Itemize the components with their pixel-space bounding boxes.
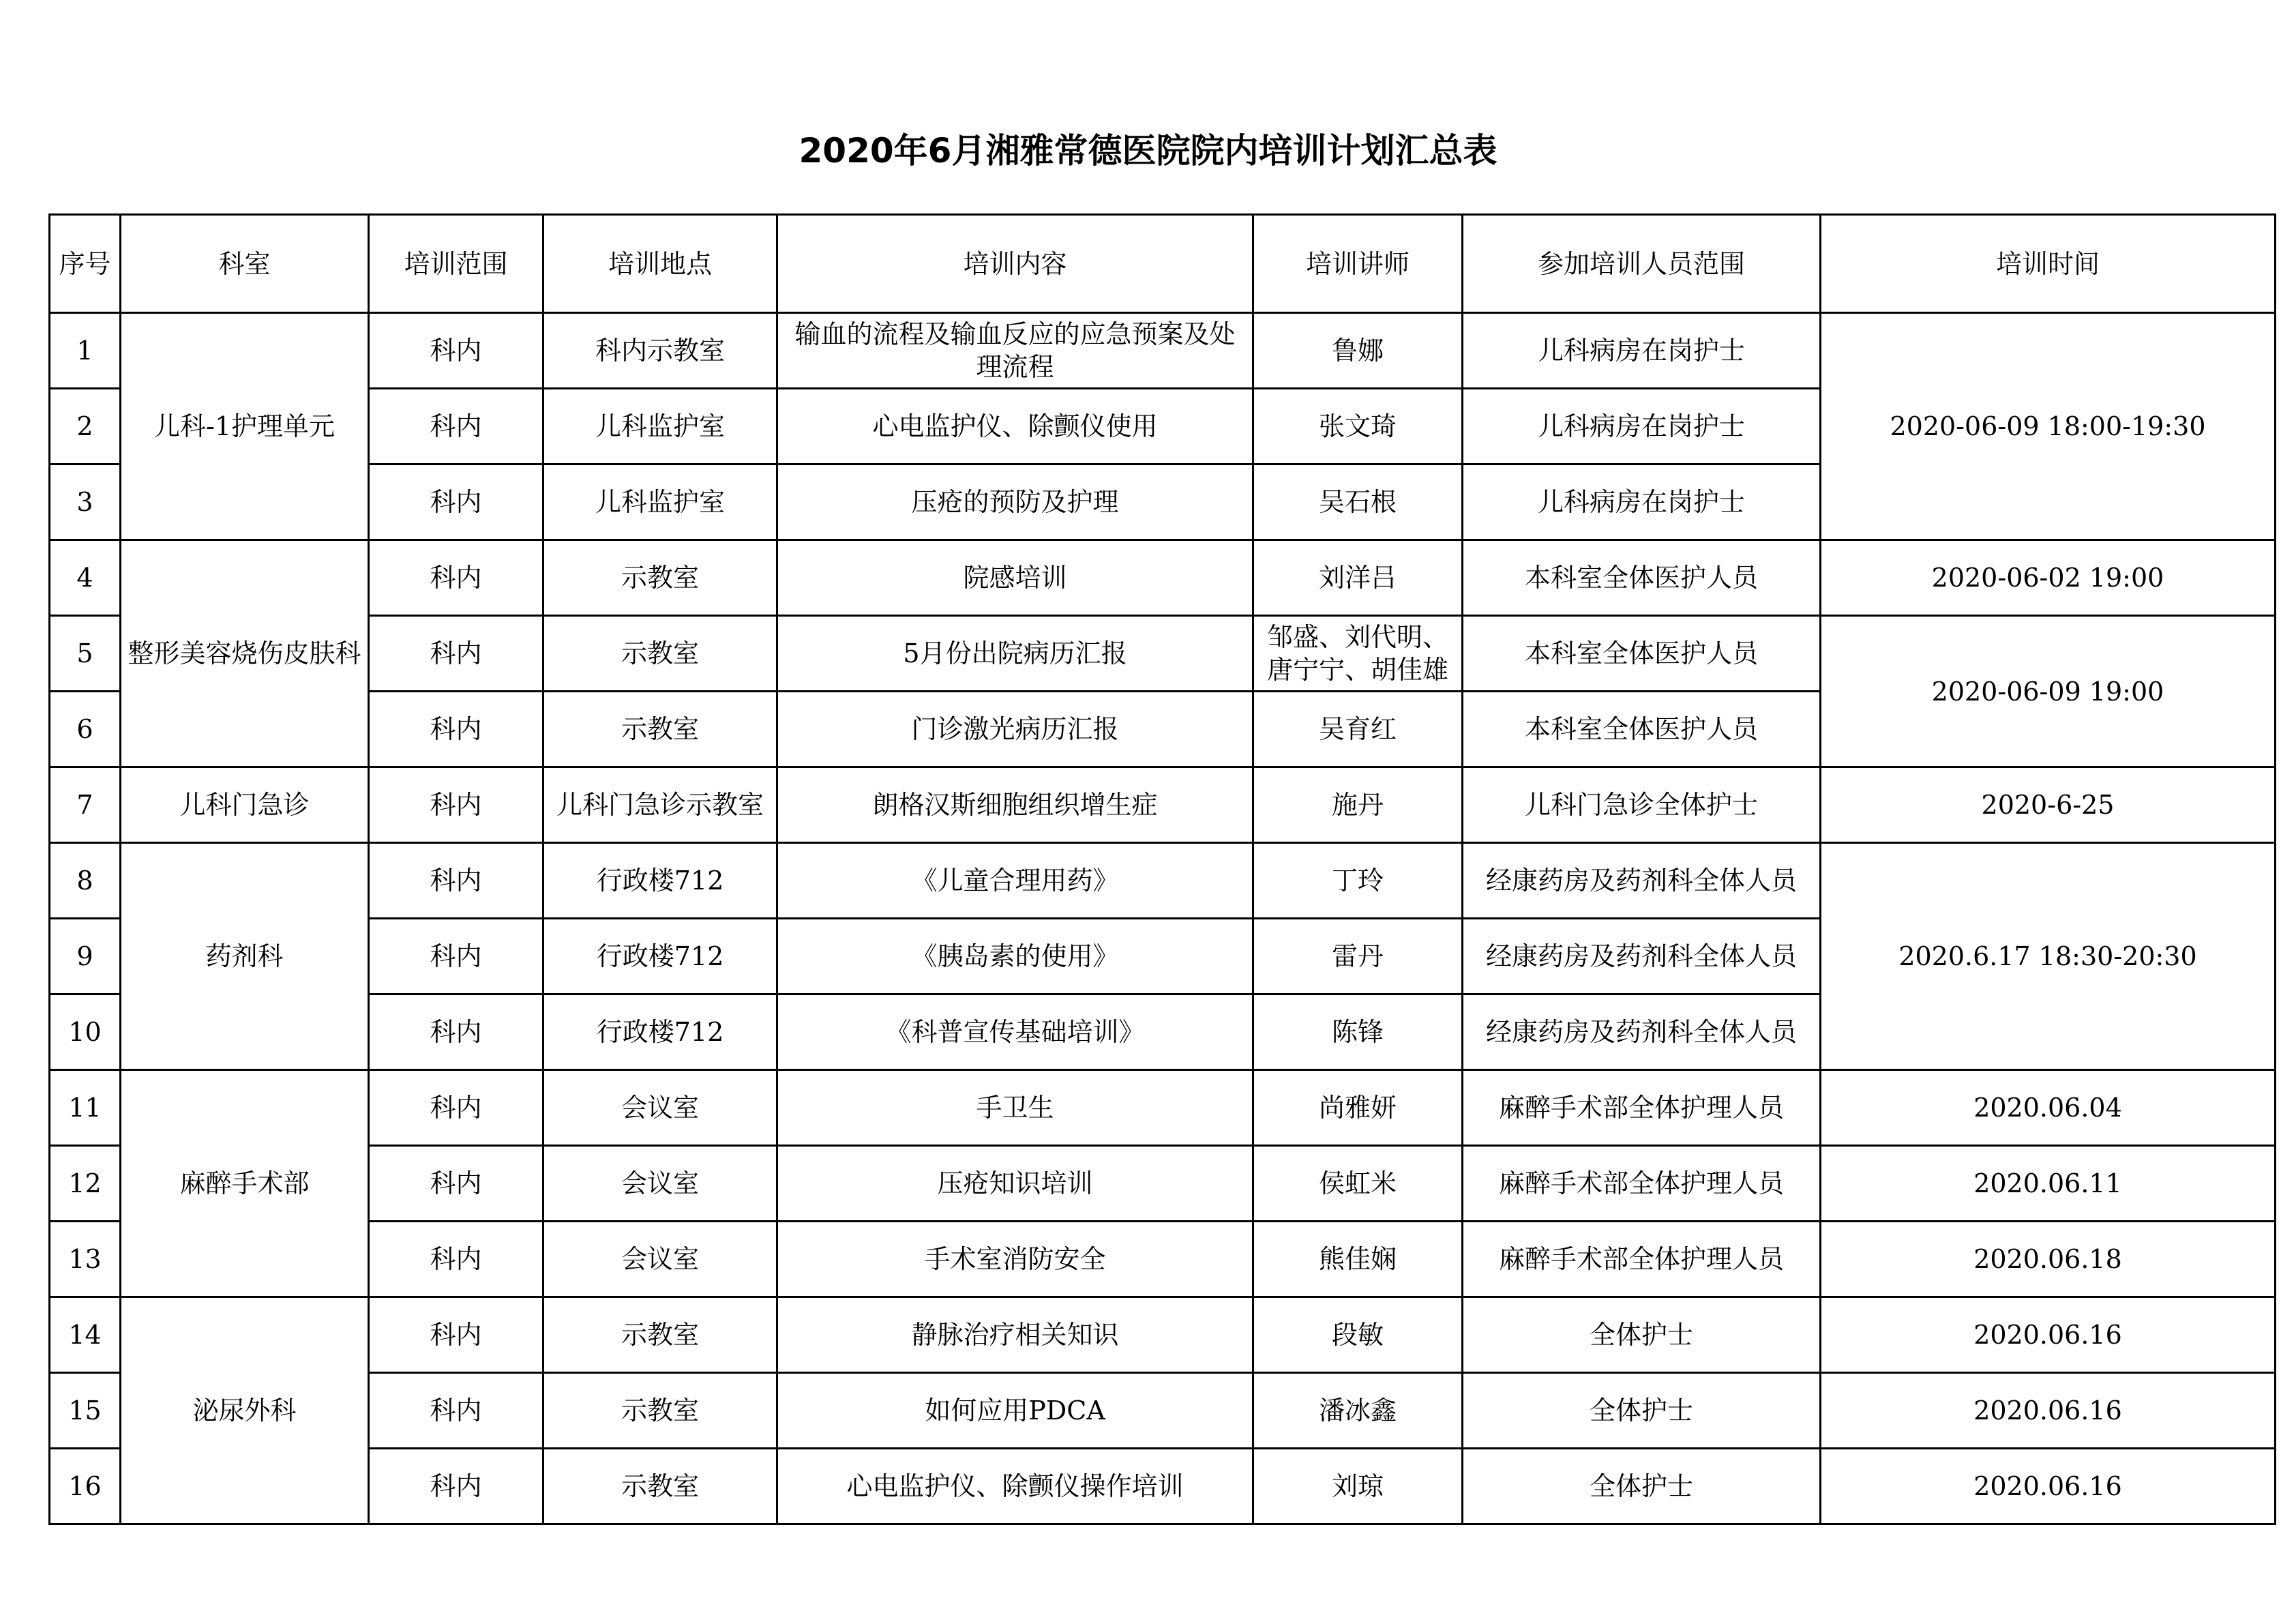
header-index: 序号: [50, 215, 121, 313]
cell-scope: 科内: [369, 389, 543, 464]
cell-participants: 麻醉手术部全体护理人员: [1463, 1222, 1821, 1297]
cell-index: 10: [50, 994, 121, 1070]
cell-department: 儿科-1护理单元: [121, 313, 369, 540]
cell-lecturer: 陈锋: [1253, 994, 1463, 1070]
cell-lecturer: 尚雅妍: [1253, 1070, 1463, 1146]
cell-scope: 科内: [369, 1070, 543, 1146]
cell-location: 行政楼712: [543, 994, 777, 1070]
table-row: [50, 1070, 2276, 1146]
cell-department: 整形美容烧伤皮肤科: [121, 540, 369, 767]
table-header-row: [50, 215, 2276, 313]
cell-index: 12: [50, 1146, 121, 1222]
cell-scope: 科内: [369, 919, 543, 994]
cell-participants: 麻醉手术部全体护理人员: [1463, 1070, 1821, 1146]
table-row: [50, 1146, 2276, 1222]
header-participants: 参加培训人员范围: [1463, 215, 1821, 313]
cell-department: 药剂科: [121, 843, 369, 1070]
cell-time: 2020-6-25: [1821, 767, 2276, 843]
cell-participants: 经康药房及药剂科全体人员: [1463, 919, 1821, 994]
header-location: 培训地点: [543, 215, 777, 313]
cell-index: 6: [50, 692, 121, 767]
cell-participants: 本科室全体医护人员: [1463, 540, 1821, 616]
cell-participants: 麻醉手术部全体护理人员: [1463, 1146, 1821, 1222]
cell-time: 2020-06-09 18:00-19:30: [1821, 313, 2276, 540]
cell-participants: 全体护士: [1463, 1449, 1821, 1524]
cell-time: 2020-06-09 19:00: [1821, 616, 2276, 767]
cell-location: 会议室: [543, 1146, 777, 1222]
cell-content: 院感培训: [777, 540, 1253, 616]
table-row: [50, 1222, 2276, 1297]
table-row: [50, 616, 2276, 692]
cell-lecturer: 雷丹: [1253, 919, 1463, 994]
cell-lecturer: 侯虹米: [1253, 1146, 1463, 1222]
cell-content: 《胰岛素的使用》: [777, 919, 1253, 994]
cell-scope: 科内: [369, 1373, 543, 1449]
table-row: [50, 843, 2276, 919]
cell-scope: 科内: [369, 692, 543, 767]
cell-index: 5: [50, 616, 121, 692]
cell-content: 门诊激光病历汇报: [777, 692, 1253, 767]
cell-index: 8: [50, 843, 121, 919]
table-row: [50, 1373, 2276, 1449]
cell-scope: 科内: [369, 767, 543, 843]
cell-scope: 科内: [369, 994, 543, 1070]
cell-location: 儿科监护室: [543, 389, 777, 464]
cell-location: 儿科监护室: [543, 464, 777, 540]
cell-content: 手卫生: [777, 1070, 1253, 1146]
cell-lecturer: 鲁娜: [1253, 313, 1463, 389]
cell-index: 3: [50, 464, 121, 540]
cell-content: 输血的流程及输血反应的应急预案及处理流程: [777, 313, 1253, 389]
cell-time: 2020.06.11: [1821, 1146, 2276, 1222]
page-title: 2020年6月湘雅常德医院院内培训计划汇总表: [799, 131, 1497, 171]
cell-time: 2020.06.16: [1821, 1297, 2276, 1373]
cell-scope: 科内: [369, 1449, 543, 1524]
cell-scope: 科内: [369, 540, 543, 616]
cell-content: 朗格汉斯细胞组织增生症: [777, 767, 1253, 843]
cell-participants: 经康药房及药剂科全体人员: [1463, 843, 1821, 919]
table-row: [50, 540, 2276, 616]
cell-time: 2020.06.04: [1821, 1070, 2276, 1146]
cell-participants: 儿科病房在岗护士: [1463, 313, 1821, 389]
cell-participants: 全体护士: [1463, 1373, 1821, 1449]
cell-content: 压疮知识培训: [777, 1146, 1253, 1222]
cell-content: 压疮的预防及护理: [777, 464, 1253, 540]
cell-lecturer: 丁玲: [1253, 843, 1463, 919]
cell-lecturer: 施丹: [1253, 767, 1463, 843]
cell-index: 15: [50, 1373, 121, 1449]
cell-lecturer: 段敏: [1253, 1297, 1463, 1373]
cell-index: 14: [50, 1297, 121, 1373]
cell-scope: 科内: [369, 1222, 543, 1297]
cell-participants: 儿科门急诊全体护士: [1463, 767, 1821, 843]
cell-scope: 科内: [369, 1297, 543, 1373]
header-time: 培训时间: [1821, 215, 2276, 313]
cell-index: 16: [50, 1449, 121, 1524]
cell-index: 7: [50, 767, 121, 843]
cell-index: 1: [50, 313, 121, 389]
cell-scope: 科内: [369, 843, 543, 919]
cell-content: 心电监护仪、除颤仪操作培训: [777, 1449, 1253, 1524]
cell-index: 13: [50, 1222, 121, 1297]
cell-lecturer: 潘冰鑫: [1253, 1373, 1463, 1449]
cell-location: 示教室: [543, 692, 777, 767]
cell-content: 5月份出院病历汇报: [777, 616, 1253, 692]
cell-scope: 科内: [369, 313, 543, 389]
cell-index: 4: [50, 540, 121, 616]
cell-lecturer: 张文琦: [1253, 389, 1463, 464]
cell-location: 示教室: [543, 1449, 777, 1524]
header-scope: 培训范围: [369, 215, 543, 313]
header-content: 培训内容: [777, 215, 1253, 313]
table-row: [50, 1297, 2276, 1373]
cell-location: 会议室: [543, 1070, 777, 1146]
cell-location: 示教室: [543, 1373, 777, 1449]
training-plan-table: [48, 213, 2276, 1525]
cell-location: 科内示教室: [543, 313, 777, 389]
cell-index: 11: [50, 1070, 121, 1146]
cell-lecturer: 熊佳娴: [1253, 1222, 1463, 1297]
cell-participants: 经康药房及药剂科全体人员: [1463, 994, 1821, 1070]
cell-location: 行政楼712: [543, 843, 777, 919]
table-row: [50, 1449, 2276, 1524]
cell-location: 会议室: [543, 1222, 777, 1297]
cell-department: 泌尿外科: [121, 1297, 369, 1524]
cell-content: 心电监护仪、除颤仪使用: [777, 389, 1253, 464]
cell-time: 2020.6.17 18:30-20:30: [1821, 843, 2276, 1070]
header-department: 科室: [121, 215, 369, 313]
cell-lecturer: 刘洋吕: [1253, 540, 1463, 616]
header-lecturer: 培训讲师: [1253, 215, 1463, 313]
cell-scope: 科内: [369, 1146, 543, 1222]
cell-participants: 本科室全体医护人员: [1463, 616, 1821, 692]
cell-location: 儿科门急诊示教室: [543, 767, 777, 843]
cell-participants: 全体护士: [1463, 1297, 1821, 1373]
cell-department: 麻醉手术部: [121, 1070, 369, 1297]
cell-participants: 儿科病房在岗护士: [1463, 389, 1821, 464]
cell-lecturer: 吴石根: [1253, 464, 1463, 540]
cell-index: 2: [50, 389, 121, 464]
cell-time: 2020-06-02 19:00: [1821, 540, 2276, 616]
cell-participants: 儿科病房在岗护士: [1463, 464, 1821, 540]
cell-index: 9: [50, 919, 121, 994]
cell-time: 2020.06.16: [1821, 1373, 2276, 1449]
cell-lecturer: 邹盛、刘代明、唐宁宁、胡佳雄: [1253, 616, 1463, 692]
cell-content: 《科普宣传基础培训》: [777, 994, 1253, 1070]
cell-location: 示教室: [543, 1297, 777, 1373]
cell-location: 示教室: [543, 540, 777, 616]
cell-scope: 科内: [369, 616, 543, 692]
cell-scope: 科内: [369, 464, 543, 540]
cell-content: 手术室消防安全: [777, 1222, 1253, 1297]
cell-content: 《儿童合理用药》: [777, 843, 1253, 919]
cell-lecturer: 吴育红: [1253, 692, 1463, 767]
cell-time: 2020.06.18: [1821, 1222, 2276, 1297]
cell-content: 如何应用PDCA: [777, 1373, 1253, 1449]
cell-time: 2020.06.16: [1821, 1449, 2276, 1524]
table-row: [50, 313, 2276, 389]
table-row: [50, 767, 2276, 843]
cell-content: 静脉治疗相关知识: [777, 1297, 1253, 1373]
cell-location: 行政楼712: [543, 919, 777, 994]
cell-department: 儿科门急诊: [121, 767, 369, 843]
cell-participants: 本科室全体医护人员: [1463, 692, 1821, 767]
cell-lecturer: 刘琼: [1253, 1449, 1463, 1524]
cell-location: 示教室: [543, 616, 777, 692]
